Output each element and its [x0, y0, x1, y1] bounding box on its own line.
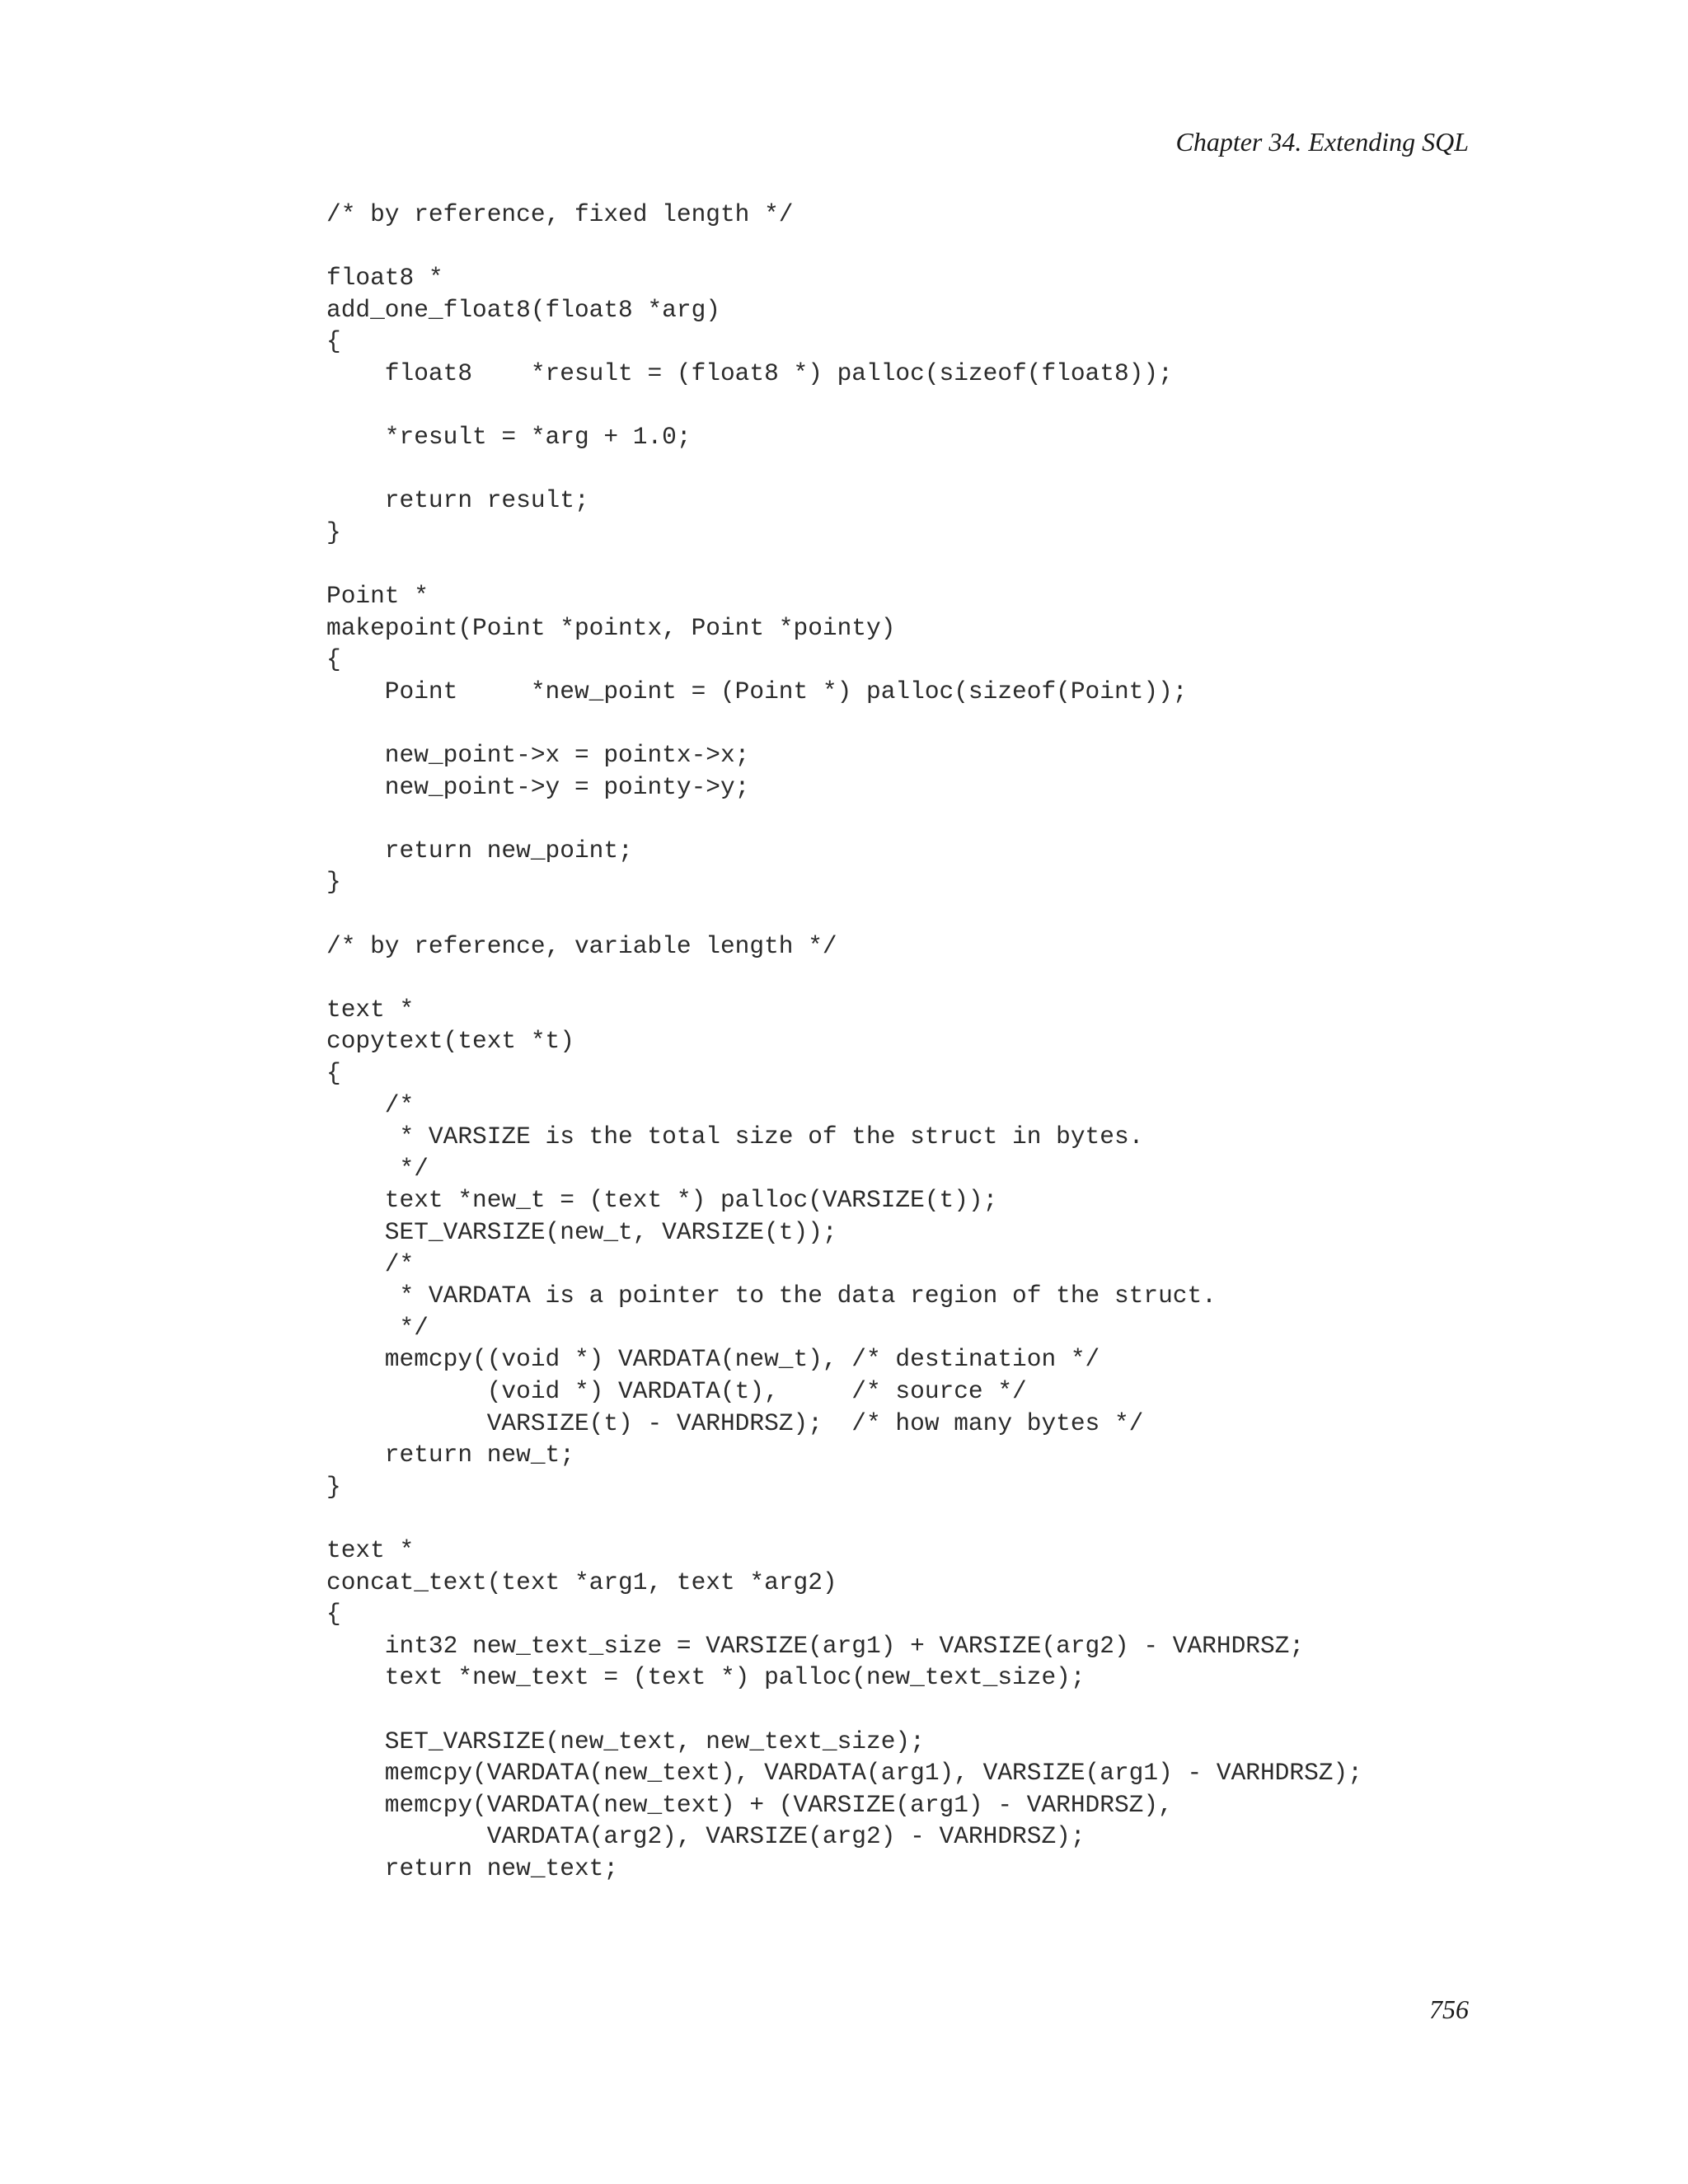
- code-line: [326, 1502, 1362, 1535]
- code-line: text *: [326, 995, 415, 1024]
- code-line: return new_t;: [326, 1441, 574, 1469]
- code-line: return result;: [326, 486, 589, 515]
- code-line: [326, 1694, 1362, 1726]
- code-line: new_point->x = pointx->x;: [326, 741, 750, 770]
- code-line: {: [326, 327, 341, 356]
- code-line: memcpy(VARDATA(new_text), VARDATA(arg1), VARSIZE(arg1) - VARHDRSZ);: [326, 1759, 1362, 1788]
- code-line: {: [326, 645, 341, 674]
- code-line: */: [326, 1313, 429, 1342]
- code-line: [326, 549, 1362, 581]
- code-line: add_one_float8(float8 *arg): [326, 295, 720, 324]
- code-line: makepoint(Point *pointx, Point *pointy): [326, 613, 896, 642]
- code-line: [326, 708, 1362, 740]
- code-line: SET_VARSIZE(new_text, new_text_size);: [326, 1727, 925, 1755]
- code-line: [326, 962, 1362, 994]
- code-line: text *new_t = (text *) palloc(VARSIZE(t));: [326, 1186, 998, 1215]
- page-header-chapter-title: Chapter 34. Extending SQL: [1175, 127, 1469, 157]
- code-line: float8 *: [326, 264, 443, 293]
- code-listing: [326, 199, 1362, 1884]
- code-line: */: [326, 1154, 429, 1183]
- code-line: VARSIZE(t) - VARHDRSZ); /* how many bytes */: [326, 1408, 1144, 1437]
- code-line: new_point->y = pointy->y;: [326, 772, 750, 801]
- code-line: /* by reference, fixed length */: [326, 200, 794, 228]
- code-line: Point *new_point = (Point *) palloc(sizeof(Point));: [326, 677, 1188, 705]
- code-line: [326, 803, 1362, 835]
- code-line: int32 new_text_size = VARSIZE(arg1) + VARSIZE(arg2) - VARHDRSZ;: [326, 1631, 1305, 1660]
- code-line: * VARSIZE is the total size of the struct in bytes.: [326, 1122, 1144, 1151]
- code-line: VARDATA(arg2), VARSIZE(arg2) - VARHDRSZ);: [326, 1822, 1085, 1851]
- code-line: memcpy(VARDATA(new_text) + (VARSIZE(arg1) - VARHDRSZ),: [326, 1790, 1173, 1819]
- code-line: Point *: [326, 582, 429, 611]
- code-line: }: [326, 518, 341, 546]
- code-line: memcpy((void *) VARDATA(new_t), /* destination */: [326, 1345, 1100, 1374]
- code-line: {: [326, 1600, 341, 1629]
- code-line: concat_text(text *arg1, text *arg2): [326, 1568, 837, 1596]
- code-line: *result = *arg + 1.0;: [326, 423, 692, 452]
- code-line: text *: [326, 1535, 415, 1564]
- code-line: float8 *result = (float8 *) palloc(sizeof(float8));: [326, 359, 1173, 387]
- code-line: /*: [326, 1090, 415, 1119]
- code-line: return new_point;: [326, 836, 633, 865]
- code-line: [326, 898, 1362, 930]
- code-line: copytext(text *t): [326, 1027, 574, 1056]
- code-line: * VARDATA is a pointer to the data region of the struct.: [326, 1282, 1217, 1310]
- code-line: return new_text;: [326, 1854, 619, 1882]
- code-line: }: [326, 1472, 341, 1501]
- code-line: [326, 390, 1362, 422]
- code-line: {: [326, 1059, 341, 1088]
- code-line: (void *) VARDATA(t), /* source */: [326, 1376, 1027, 1405]
- page-number: 756: [1429, 1994, 1469, 2024]
- code-line: SET_VARSIZE(new_t, VARSIZE(t));: [326, 1218, 837, 1246]
- code-line: [326, 231, 1362, 263]
- code-line: }: [326, 868, 341, 897]
- code-line: /*: [326, 1249, 415, 1278]
- code-line: [326, 453, 1362, 485]
- code-line: /* by reference, variable length */: [326, 931, 837, 960]
- code-line: text *new_text = (text *) palloc(new_text_size);: [326, 1663, 1085, 1692]
